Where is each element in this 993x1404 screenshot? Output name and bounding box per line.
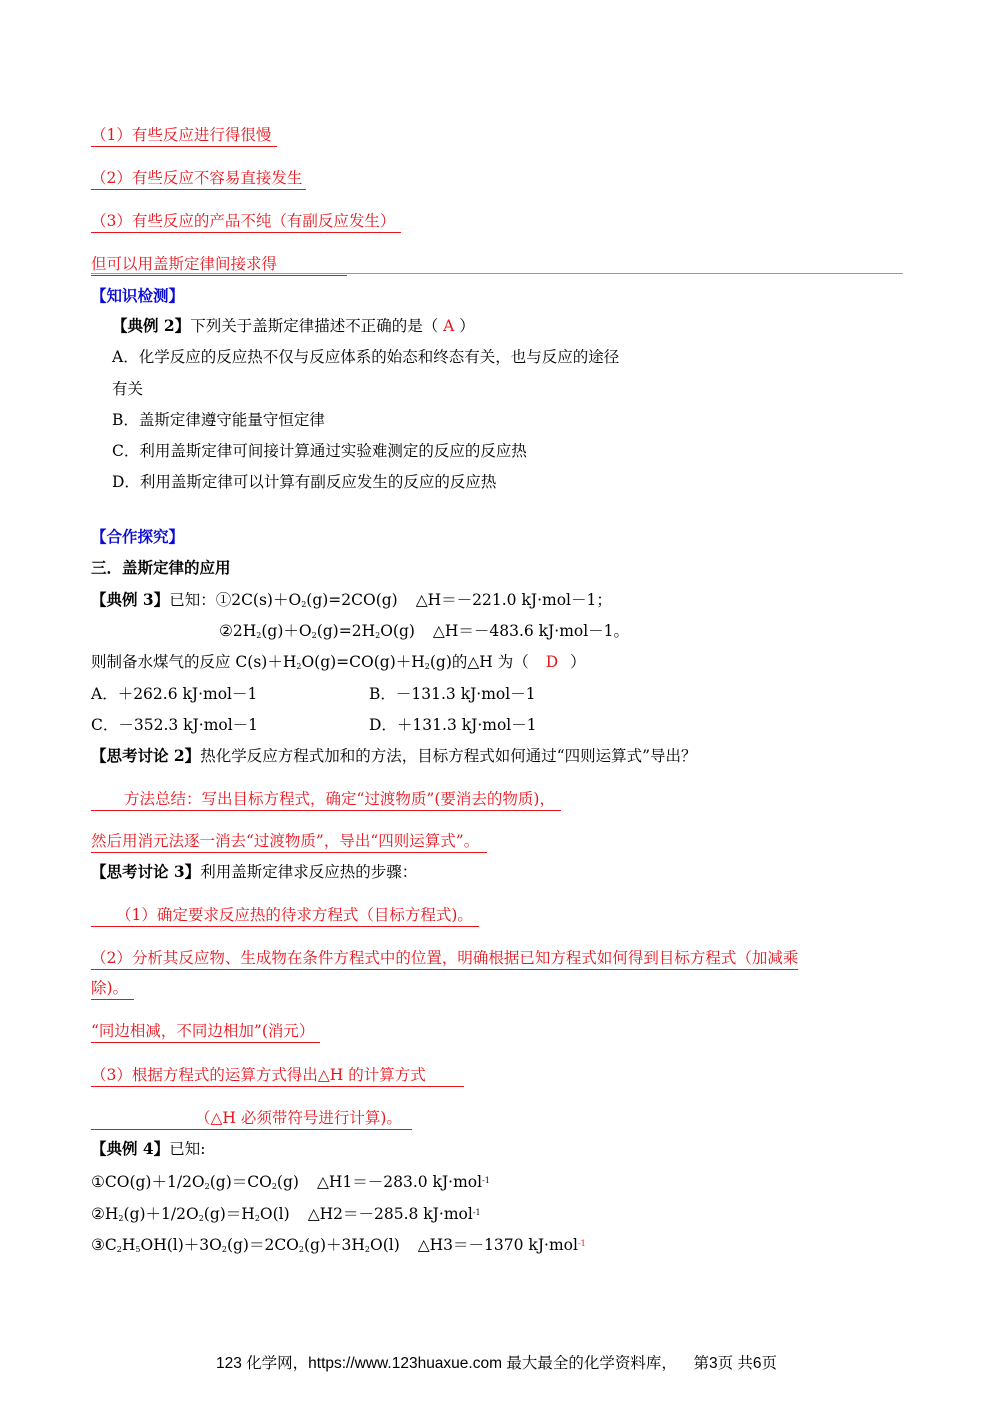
example-4-intro: 【典例 4】已知: <box>91 1139 206 1158</box>
example-2-answer: A <box>443 317 455 335</box>
discussion-3-step-2-cont: 除)。 <box>91 978 134 998</box>
example-2-option-a-cont: 有关 <box>112 380 144 398</box>
review-line-1: （1）有些反应进行得很慢 <box>91 125 277 145</box>
example-3-question: 则制备水煤气的反应 $C(s)+H_2O(g)=CO(g)+H_2(g)$的△H 为（ D ） <box>91 653 586 671</box>
page-footer <box>0 1351 993 1373</box>
review-line-3: （3）有些反应的产品不纯（有副反应发生） <box>91 211 401 231</box>
footer-page-number: 第3页 共6页 <box>693 1355 778 1372</box>
discussion-3-note: （△H 必须带符号进行计算)。 <box>91 1108 412 1128</box>
review-line-2: （2）有些反应不容易直接发生 <box>91 168 306 188</box>
discussion-2-question: 【思考讨论 2】热化学反应方程式加和的方法，目标方程式如何通过“四则运算式”导出？ <box>91 746 697 765</box>
discussion-3-step-2: （2）分析其反应物、生成物在条件方程式中的位置，明确根据已知方程式如何得到目标方程式（加减乘 <box>91 948 798 968</box>
example-3-answer: D <box>545 653 559 671</box>
discussion-2-answer-1: 方法总结：写出目标方程式，确定“过渡物质”(要消去的物质)， <box>91 789 561 809</box>
example-2-option-a: A．化学反应的反应热不仅与反应体系的始态和终态有关，也与反应的途径 <box>112 348 620 366</box>
example-2-stem: 【典例 2】下列关于盖斯定律描述不正确的是（ A ） <box>112 316 475 335</box>
example-2-option-d: D．利用盖斯定律可以计算有副反应发生的反应的反应热 <box>112 473 497 491</box>
discussion-3-step-1: （1）确定要求反应热的待求方程式（目标方程式)。 <box>91 905 479 925</box>
example-3-option-b: B．－131.3 kJ·mol－1 <box>369 685 536 703</box>
discussion-2-answer-2: 然后用消元法逐一消去“过渡物质”，导出“四则运算式”。 <box>91 831 487 851</box>
example-3-option-d: D．＋131.3 kJ·mol－1 <box>369 716 537 734</box>
example-2-option-b: B．盖斯定律遵守能量守恒定律 <box>112 411 325 429</box>
discussion-3-rule: “同边相减，不同边相加”(消元） <box>91 1021 320 1041</box>
discussion-3-question: 【思考讨论 3】利用盖斯定律求反应热的步骤： <box>91 862 418 881</box>
example-3-eq2: $②2H_2(g)+O_2(g)=2H_2O(g)$ △H＝－483.6 kJ·mol－1。 <box>219 622 630 640</box>
discussion-3-step-3: （3）根据方程式的运算方式得出△H 的计算方式 <box>91 1065 464 1085</box>
example-3-option-c: C．－352.3 kJ·mol－1 <box>91 716 259 734</box>
knowledge-check-heading: 【知识检测】 <box>91 286 185 305</box>
review-line-4: 但可以用盖斯定律间接求得 <box>91 254 347 274</box>
example-3-eq1: 【典例 3】已知：$①2C(s)+O_2(g)=2CO(g)$ △H＝－221.0 kJ·mol－1； <box>91 590 612 609</box>
example-4-reaction-1: $①CO(g)+1/2O_2(g)=CO_2(g)$ △H1＝－283.0 kJ·mol$^{-1}$ <box>91 1173 490 1191</box>
example-4-reaction-2: $②H_2(g)+1/2O_2(g)=H_2O(l)$ △H2＝－285.8 kJ·mol$^{-1}$ <box>91 1205 481 1223</box>
example-2-option-c: C．利用盖斯定律可间接计算通过实验难测定的反应的反应热 <box>112 442 527 460</box>
section-divider <box>91 273 903 274</box>
example-3-option-a: A．＋262.6 kJ·mol－1 <box>91 685 258 703</box>
footer-site-text: 123 化学网，https://www.123huaxue.com 最大最全的化学资料库， <box>215 1355 677 1372</box>
cooperation-heading: 【合作探究】 <box>91 527 185 546</box>
example-4-reaction-3: $③C_2H_5OH(l)+3O_2(g)=2CO_2(g)+3H_2O(l)$ △H3＝－1370 kJ·mol$^{-1}$ <box>91 1236 586 1254</box>
section-title: 三．盖斯定律的应用 <box>91 558 231 577</box>
